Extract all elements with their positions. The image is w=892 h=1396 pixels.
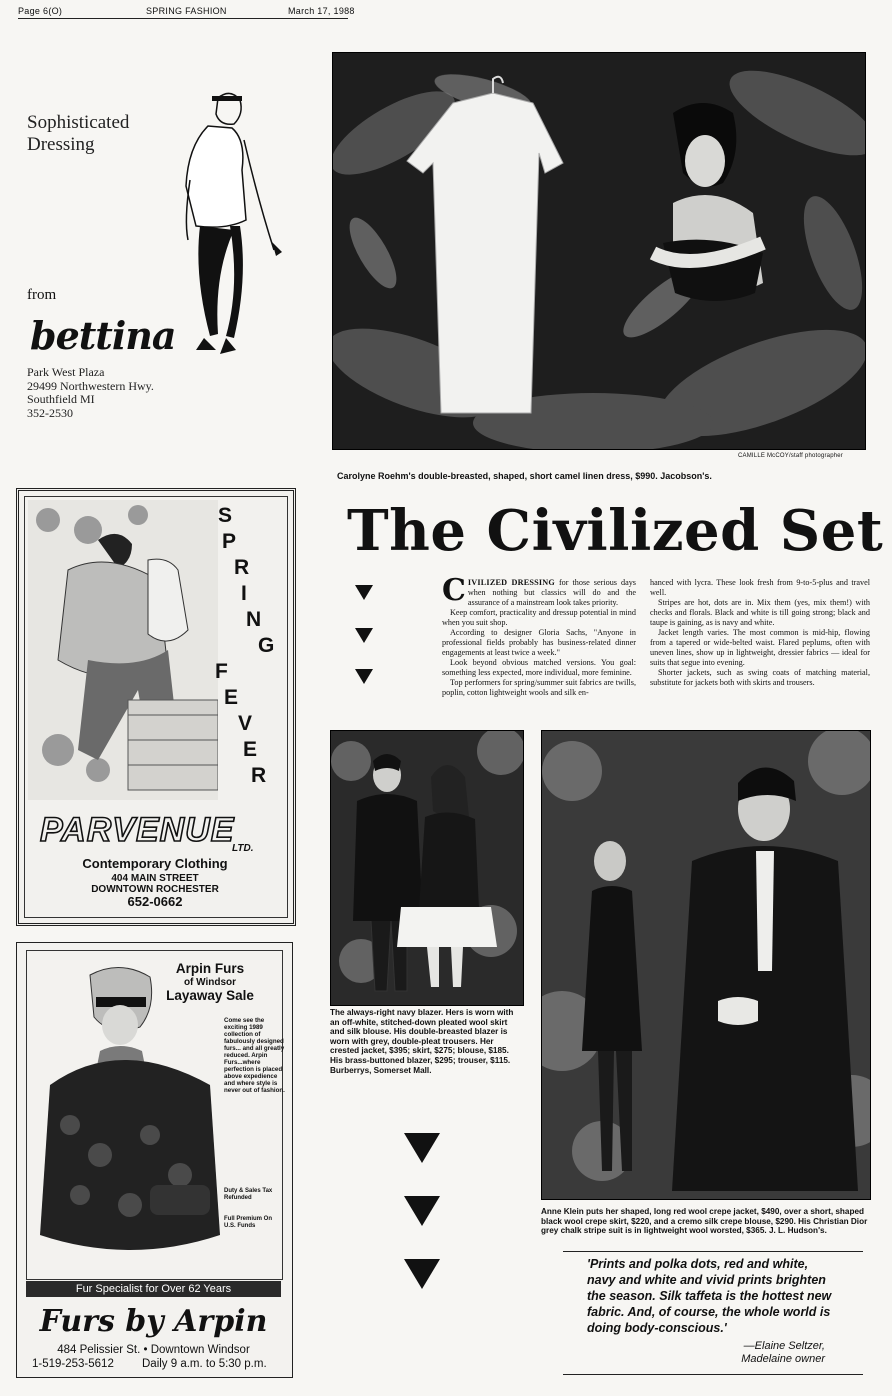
quote-author: —Elaine Seltzer, — [743, 1340, 825, 1352]
arpin-phone: 1-519-253-5612 — [32, 1358, 114, 1370]
triangle-bullet-icon — [355, 585, 373, 600]
parvenue-address — [24, 873, 286, 895]
article-paragraph: Jacket length varies. The most common is mid-hip, flowing from a tapered or wide-belted waist. Flared peplums, often with uneven lines, show up in lightweight, dressier fabrics — ideal for suits that segue into evening. — [650, 628, 870, 667]
arpin-duty: Duty & Sales Tax Refunded — [224, 1188, 273, 1201]
quote-role: Madelaine owner — [741, 1353, 825, 1365]
fever-letter: E — [243, 738, 258, 761]
triangle-bullet-icon — [355, 628, 373, 643]
bettina-from: from — [27, 287, 57, 303]
fever-letter: F — [215, 660, 228, 683]
jungle-model-photo — [333, 53, 865, 449]
article-lead: IVILIZED DRESSING — [467, 578, 555, 587]
arpin-logo: Furs by Arpin — [39, 1304, 268, 1339]
article-paragraph: Top performers for spring/summer suit fabrics are twills, poplin, cotton lightweight wools and silk en- — [442, 678, 636, 697]
article-paragraph: Stripes are hot, dots are in. Mix them (yes, mix them!) with checks and florals. Black and white is till going strong; black and taupe is gaining, as is navy and white. — [650, 598, 870, 627]
pull-quote: 'Prints and polka dots, red and white, navy and white and vivid prints brighten the season. Silk taffeta is the hottest new fabric. And, of course, the whole world is doing body-conscious.' — [587, 1257, 832, 1335]
top-photo-caption: Carolyne Roehm's double-breasted, shaped, short camel linen dress, $990. Jacobson's. — [337, 471, 712, 481]
fashion-sketch-illustration — [160, 80, 300, 430]
spring-letter: R — [234, 556, 250, 579]
article-column-1 — [442, 573, 636, 698]
bettina-address — [27, 366, 154, 420]
parvenue-street: 404 MAIN STREET — [111, 873, 199, 884]
article-headline: The Civilized Set — [347, 498, 884, 564]
article-column-2 — [650, 578, 870, 688]
blazer-couple-photo — [331, 731, 523, 1005]
fur-coat-model-photo — [30, 955, 222, 1275]
spring-letter: I — [241, 582, 247, 605]
parvenue-phone: 652-0662 — [127, 894, 183, 909]
article-text: for those serious days when nothing but classics will do and the assurance of a mainstream look takes priority. — [467, 578, 636, 607]
quote-attribution — [700, 1340, 825, 1366]
quote-rule-bottom — [563, 1374, 863, 1375]
couple-illustration — [28, 500, 218, 800]
parvenue-logo: PARVENUE — [40, 811, 235, 849]
parvenue-ltd: LTD. — [232, 843, 254, 854]
parvenue-city: DOWNTOWN ROCHESTER — [91, 884, 219, 895]
arpin-subheading: of Windsor — [183, 977, 237, 988]
spring-letter: S — [218, 504, 233, 527]
arpin-premium: Full Premium On U.S. Funds — [224, 1216, 273, 1229]
arpin-body: Come see the exciting 1989 collection of fabulously designed furs... and all greatly reduced. Arpin Furs...where perfection is placed above expedience and where style is never out of fashion. — [224, 1017, 285, 1094]
blazer-caption: The always-right navy blazer. Hers is worn with an off-white, stitched-down pleated wool skirt and silk blouse. His double-breasted blazer is worn with grey, double-pleat trousers. Her crested jacket, $395; skirt, $275; blouse, $185. His brass-buttoned blazer, $295; trouser, $115. Burberrys, Somerset Mall. — [330, 1008, 514, 1075]
arpin-heading: Arpin Furs — [175, 961, 245, 976]
anne-klein-photo — [541, 730, 871, 1200]
header-rule — [18, 18, 348, 19]
section-name: SPRING FASHION — [146, 6, 227, 16]
bettina-address-line: Southfield MI — [27, 392, 95, 406]
anne-klein-couple-photo — [542, 731, 870, 1199]
bettina-title-line2: Dressing — [27, 134, 95, 155]
article-paragraph: hanced with lycra. These look fresh from 9-to-5-plus and travel well. — [650, 578, 870, 597]
bettina-address-line: 29499 Northwestern Hwy. — [27, 378, 154, 393]
quote-rule-top — [563, 1251, 863, 1252]
bettina-address-line: Park West Plaza — [27, 365, 105, 379]
photo-credit: CAMILLE McCOY/staff photographer — [738, 453, 844, 459]
top-photo — [332, 52, 866, 450]
article-paragraph: Keep comfort, practicality and dressup potential in mind when you suit shop. — [442, 608, 636, 627]
arpin-sale-heading: Layaway Sale — [166, 988, 254, 1003]
large-triangle-icon — [404, 1133, 440, 1163]
parvenue-tagline: Contemporary Clothing — [82, 856, 228, 871]
spring-letter: P — [222, 530, 237, 553]
bettina-title — [27, 112, 129, 156]
blazer-photo — [330, 730, 524, 1006]
fever-letter: E — [224, 686, 239, 709]
arpin-banner: Fur Specialist for Over 62 Years — [26, 1281, 281, 1297]
spring-letter: N — [246, 608, 262, 631]
article-paragraph: Look beyond obvious matched versions. You goal: something less expected, more individual, more feminine. — [442, 658, 636, 677]
bettina-address-line: 352-2530 — [27, 405, 73, 420]
large-triangle-icon — [404, 1196, 440, 1226]
triangle-bullet-icon — [355, 669, 373, 684]
arpin-hours: Daily 9 a.m. to 5:30 p.m. — [142, 1358, 267, 1370]
bettina-title-line1: Sophisticated — [27, 112, 130, 133]
large-triangle-icon — [404, 1259, 440, 1289]
bettina-logo: bettina — [30, 313, 176, 358]
article-paragraph: Shorter jackets, such as swing coats of matching material, substitute for jackets both with skirts and trousers. — [650, 668, 870, 687]
arpin-address: 484 Pelissier St. • Downtown Windsor — [57, 1344, 250, 1356]
anne-klein-caption: Anne Klein puts her shaped, long red wool crepe jacket, $490, over a short, shaped black wool crepe skirt, $220, and a cremo silk crepe blouse, $290. His Christian Dior grey chalk stripe suit is in lightweight wool worsted, $365. J. L. Hudson's. — [541, 1207, 868, 1236]
fever-letter: V — [238, 712, 253, 735]
drop-cap: C — [442, 573, 466, 608]
fever-letter: R — [251, 764, 267, 787]
issue-date: March 17, 1988 — [288, 6, 355, 16]
article-paragraph: According to designer Gloria Sachs, "Anyone in professional fields probably has business-related dinner engagements at least twice a week." — [442, 628, 636, 657]
page-number: Page 6(O) — [18, 6, 63, 16]
spring-letter: G — [258, 634, 275, 657]
